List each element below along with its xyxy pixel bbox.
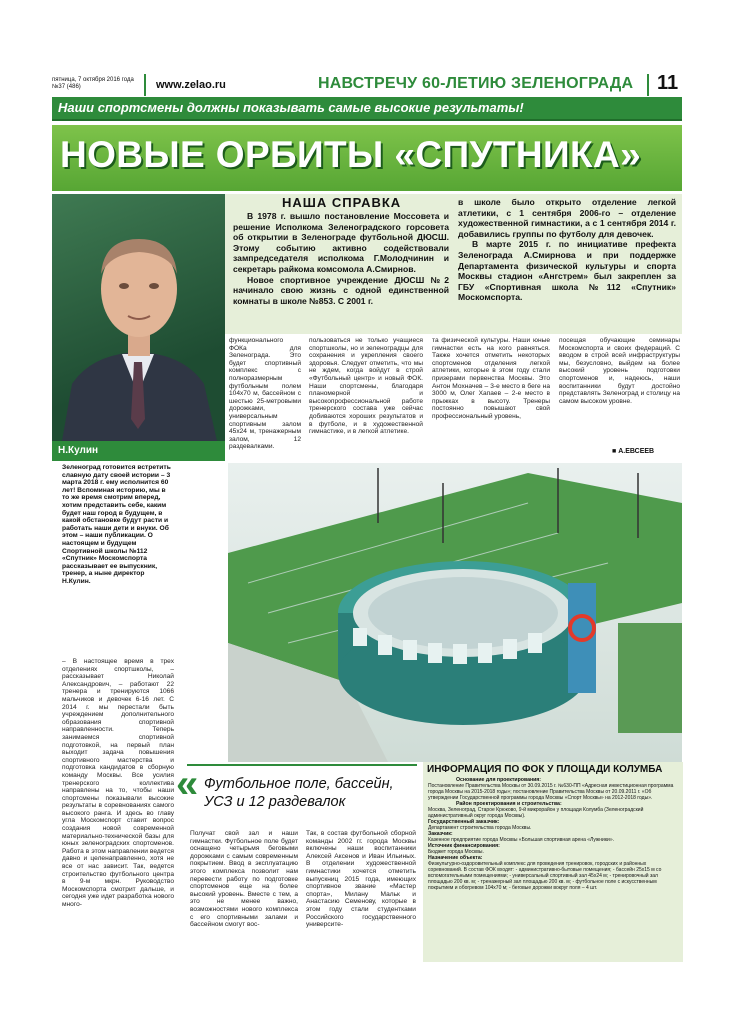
site-url[interactable]: www.zelao.ru (156, 79, 226, 91)
portrait-photo (52, 194, 225, 441)
article-body: – В настоящее время в трех отделениях спортшколы, – рассказывает Николай Александрович, – работают 22 тренера и тренируются 1066 мальчиков и девочек 6-16 лет. С 2014 г. мы перестали быть учреждением дополнительного образования спортивной направленности. Теперь занимаемся спортивной подготовкой, на первый план выходит задача повышения спортивного мастерства и подготовка кандидатов в сборную команду Москвы. Все усилия тренерского коллектива направлены на то, чтобы наши спортсмены показывали высокие результаты в соревнованиях самого высокого ранга. И здесь во главу угла Москомспорт ставит вопрос создания новой современной материально-технической базы для юных зеленоградских спортсменов. Работа в этом направлении ведется давно и целенаправленно, хотя не все от нас зависит. Так, ведется строительство футбольного центра в 9-м мкрн. Руководство Москомспорта смотрит дальше, и сегодня уже идет разработка нового много- (62, 658, 174, 908)
article-lead: Зеленоград готовится встретить славную дату своей истории – 3 марта 2018 г. ему исполнится 60 лет! Вспоминая историю, мы в то же время смотрим вперед, хотим представить себе, каким будет наш город в будущем, в какой обстановке будут расти и работать наши дети и внуки. Об этом – наши публикации. О настоящем и будущем Спортивной школы №112 «Спутник» Москомспорта рассказывает ее выпускник, тренер, а ныне директор Н.Кулин. (62, 464, 171, 585)
article-column: та физической культуры. Наши юные гимнастки есть на кого равняться. Также хочется отметить некоторых спортсменов отделения легкой атлетики, которые в этом году стали призерами первенства Москвы. Это Антон Мохначев – 3-е место в беге на 3000 м, Олег Хапаев – 2-е место в прыжках в высоту. Тренеры постоянно повышают свой профессиональный уровень, (432, 337, 550, 420)
info-label: Источник финансирования: (428, 843, 500, 849)
info-label: Основание для проектирования: (456, 777, 542, 783)
info-text: Бюджет города Москвы. (428, 849, 484, 855)
reference-paragraph: Новое спортивное учреждение ДЮСШ №2 начинало свою жизнь с одной единственной комнаты в школе №853. С 2001 г. (233, 274, 449, 306)
info-text: Постановление Правительства Москвы от 30.09.2015 г. №630-ПП «Адресная инвестиционная программа города Москвы на 2015-2018 годы»; постановление Правительства Москвы от 20.09.2011 г. «Об утверждении Государственной программы города Москвы «Спорт Москвы» на 2012-2018 годы». (428, 783, 674, 801)
info-label: Район проектирования и строительства: (456, 801, 562, 807)
reference-paragraph: В 1978 г. вышло постановление Моссовета и решение Исполкома Зеленоградского горсовета об открытии в Зеленограде футбольной ДЮСШ. Этому событию активно содействовали зампредседателя исполкома Г.Молодчинин и секретарь райкома комсомола А.Смирнов. (233, 211, 449, 274)
quote-rule (187, 764, 417, 766)
reference-paragraph: В марте 2015 г. по инициативе префекта Зеленограда А.Смирнова и при поддержке Департамента физической культуры и спорта Москвы стадион «Ангстрем» был закреплен за ГБУ «Спортивная школа №112 «Спутник» Москомспорта. (458, 239, 676, 303)
header-divider (144, 74, 146, 96)
page-number: 11 (657, 72, 679, 94)
info-label: Государственный заказчик: (428, 819, 500, 825)
tagline: Наши спортсмены должны показывать самые высокие результаты! (58, 100, 524, 115)
header-divider (647, 74, 649, 96)
rendering-illustration (228, 463, 682, 762)
issue-number: №37 (486) (52, 84, 81, 90)
reference-col-2 (458, 197, 676, 303)
reference-title: НАША СПРАВКА (282, 195, 402, 210)
stadium-rendering (228, 463, 682, 762)
article-column: функционального ФОКа для Зеленограда. Это будет спортивный комплекс с полноразмерным футбольным полем 104х70 м, бассейном с шестью 25-метровыми дорожками, универсальным спортивным залом 45х24 м, тренажерным залом, 12 раздевалками. (229, 337, 301, 451)
author-signature: ■ А.ЕВСЕЕВ (612, 448, 655, 455)
photo-caption: Н.Кулин (52, 441, 225, 461)
headline: НОВЫЕ ОРБИТЫ «СПУТНИКА» (60, 134, 642, 175)
info-text: Москва, Зеленоград, Старое Крюково, 9-й микрорайон у площади Колумба (Зеленоградский административный округ города Москвы). (428, 807, 644, 819)
portrait-illustration (52, 194, 225, 441)
section-title: НАВСТРЕЧУ 60-ЛЕТИЮ ЗЕЛЕНОГРАДА (318, 75, 634, 92)
info-label: Назначение объекта: (428, 855, 483, 861)
info-label: Заказчик: (428, 831, 453, 837)
quote-mark-icon: « (176, 762, 199, 806)
reference-paragraph: в школе было открыто отделение легкой атлетики, с 1 сентября 2006-го – отделение художественной гимнастики, а с 1 сентября 2014 г. добавились группы по футболу для девочек. (458, 197, 676, 239)
info-text: Казенное предприятие города Москвы «Большая спортивная арена «Лужники». (428, 837, 614, 843)
article-column: Так, в состав футбольной сборной команды 2002 гг. города Москвы включены наши воспитанники Алексей Аксенов и Иван Ильиных. В отделении художественной гимнастики хочется отметить выпускниц 2015 года, имеющих спортивное звание «Мастер спорта», Милану Мальк и Анастасию Семенову, которые в этом году стали студентками Российского государственного университе- (306, 830, 416, 929)
info-title: ИНФОРМАЦИЯ ПО ФОК У ПЛОЩАДИ КОЛУМБА (427, 764, 663, 775)
article-column: посещая обучающие семинары Москомспорта и своих федераций. С вводом в строй всей инфраструктуры мы, безусловно, выйдем на более высокий уровень подготовки спортсменов и, надеюсь, наши воспитанники будут достойно представлять Зеленоград и столицу на самом высоком уровне. (559, 337, 680, 405)
tagline-bar (52, 97, 682, 121)
issue-date: пятница, 7 октября 2016 года (52, 77, 134, 83)
info-items (428, 777, 678, 961)
pull-quote: Футбольное поле, бассейн, УСЗ и 12 раздевалок (204, 776, 394, 810)
article-column: пользоваться не только учащиеся спортшколы, но и зеленоградцы для сохранения и укрепления своего здоровья. Следует отметить, что мы не ждем, когда войдут в строй «Футбольный центр» и новый ФОК. Наши спортсмены, благодаря планомерной и высокопрофессиональной работе тренерского состава уже сейчас добиваются хороших результатов и в футболе, и в художественной гимнастике, и в легкой атлетике. (309, 337, 423, 436)
reference-col-1 (233, 211, 449, 306)
info-text: Департамент строительства города Москвы. (428, 825, 532, 831)
article-column: Получат свой зал и наши гимнастки. Футбольное поле будет оснащено четырьмя беговыми дорожками с самым современным покрытием. Ввод в эксплуатацию этого комплекса позволит нам перевести работу по подготовке спортсменов еще на более высокий уровень. Вместе с тем, а это не менее важно, возможностями нового комплекса с его спортивными залами и бассейном смогут вос- (190, 830, 298, 929)
info-text: Физкультурно-оздоровительный комплекс для проведения тренировок, городских и районных соревнований. В состав ФОК входят: - административно-бытовые помещения; - бассейн 25х15 м со вспомогательными помещениями; - универсальный спортивный зал 45х24 м; - тренировочный зал площадью 200 кв. м; - тренажерный зал площадью 200 кв. м; - футбольное поле с искусственным покрытием и обогревом 104х70 м; - беговые дорожки вокруг поля – 4 шт. (428, 861, 662, 891)
